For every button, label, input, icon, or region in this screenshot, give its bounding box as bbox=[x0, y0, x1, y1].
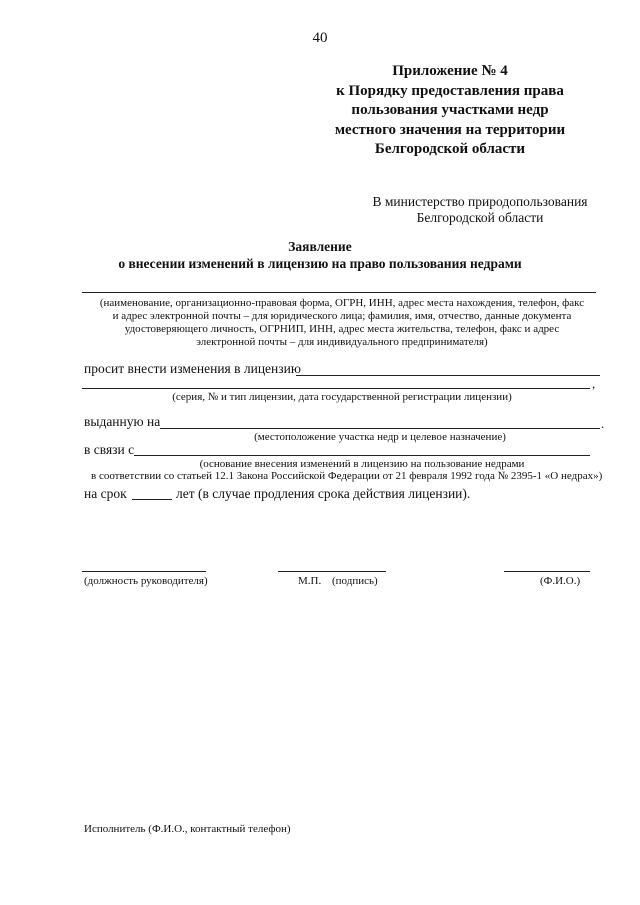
appendix-line: местного значения на территории bbox=[334, 121, 566, 138]
appendix-line: Приложение № 4 bbox=[392, 63, 508, 79]
caption-line: электронной почты – для индивидуального предпринимателя) bbox=[196, 336, 488, 348]
appendix-line: Белгородской области bbox=[374, 141, 526, 157]
reason-caption: (основание внесения изменений в лицензию на пользование недрами bbox=[199, 458, 525, 470]
reason-field-line[interactable] bbox=[134, 455, 590, 456]
request-label: просит внести изменения в лицензию bbox=[84, 361, 301, 376]
stamp-caption: М.П. bbox=[298, 575, 322, 587]
license-field-line-1[interactable] bbox=[296, 375, 600, 376]
name-caption: (Ф.И.О.) bbox=[540, 575, 581, 587]
signature-line[interactable] bbox=[278, 571, 386, 572]
signature-caption: (подпись) bbox=[332, 575, 378, 587]
title-sub: о внесении изменений в лицензию на право пользования недрами bbox=[118, 256, 522, 271]
name-signature-line[interactable] bbox=[504, 571, 590, 572]
term-suffix: лет (в случае продления срока действия лицензии). bbox=[176, 486, 471, 501]
law-reference: в соответствии со статьей 12.1 Закона Российской Федерации от 21 февраля 1992 года № 2395-1 «О недрах») bbox=[91, 470, 603, 482]
position-signature-line[interactable] bbox=[82, 571, 206, 572]
caption-line: (наименование, организационно-правовая форма, ОГРН, ИНН, адрес места нахождения, телефон, факс bbox=[99, 297, 585, 309]
addressee-line: В министерство природопользования bbox=[372, 194, 588, 209]
page-number: 40 bbox=[312, 30, 328, 46]
issued-end: . bbox=[601, 416, 605, 431]
applicant-caption bbox=[82, 297, 602, 349]
appendix-header bbox=[300, 62, 600, 160]
addressee bbox=[360, 194, 600, 225]
issued-caption: (местоположение участка недр и целевое назначение) bbox=[254, 431, 506, 443]
term-prefix: на срок bbox=[84, 486, 127, 501]
addressee-line: Белгородской области bbox=[416, 209, 544, 225]
reason-label: в связи с bbox=[84, 442, 135, 457]
caption-line: и адрес электронной почты – для юридического лица; фамилия, имя, отчество, данные документа bbox=[112, 310, 572, 322]
license-caption: (серия, № и тип лицензии, дата государственной регистрации лицензии) bbox=[172, 391, 512, 403]
appendix-line: пользования участками недр bbox=[351, 102, 549, 118]
position-caption: (должность руководителя) bbox=[84, 575, 208, 587]
issued-field-line[interactable] bbox=[160, 428, 600, 429]
comma: , bbox=[592, 376, 596, 391]
document-title bbox=[0, 238, 640, 272]
appendix-line: к Порядку предоставления права bbox=[336, 82, 564, 99]
executor-note: Исполнитель (Ф.И.О., контактный телефон) bbox=[84, 823, 291, 835]
caption-line: удостоверяющего личность, ОГРНИП, ИНН, адрес места жительства, телефон, факс и адрес bbox=[124, 323, 560, 335]
title-main: Заявление bbox=[288, 239, 352, 254]
issued-label: выданную на bbox=[84, 414, 161, 429]
license-field-line-2[interactable] bbox=[82, 388, 590, 389]
term-field-line[interactable] bbox=[132, 499, 172, 500]
applicant-field-line[interactable] bbox=[82, 292, 596, 293]
